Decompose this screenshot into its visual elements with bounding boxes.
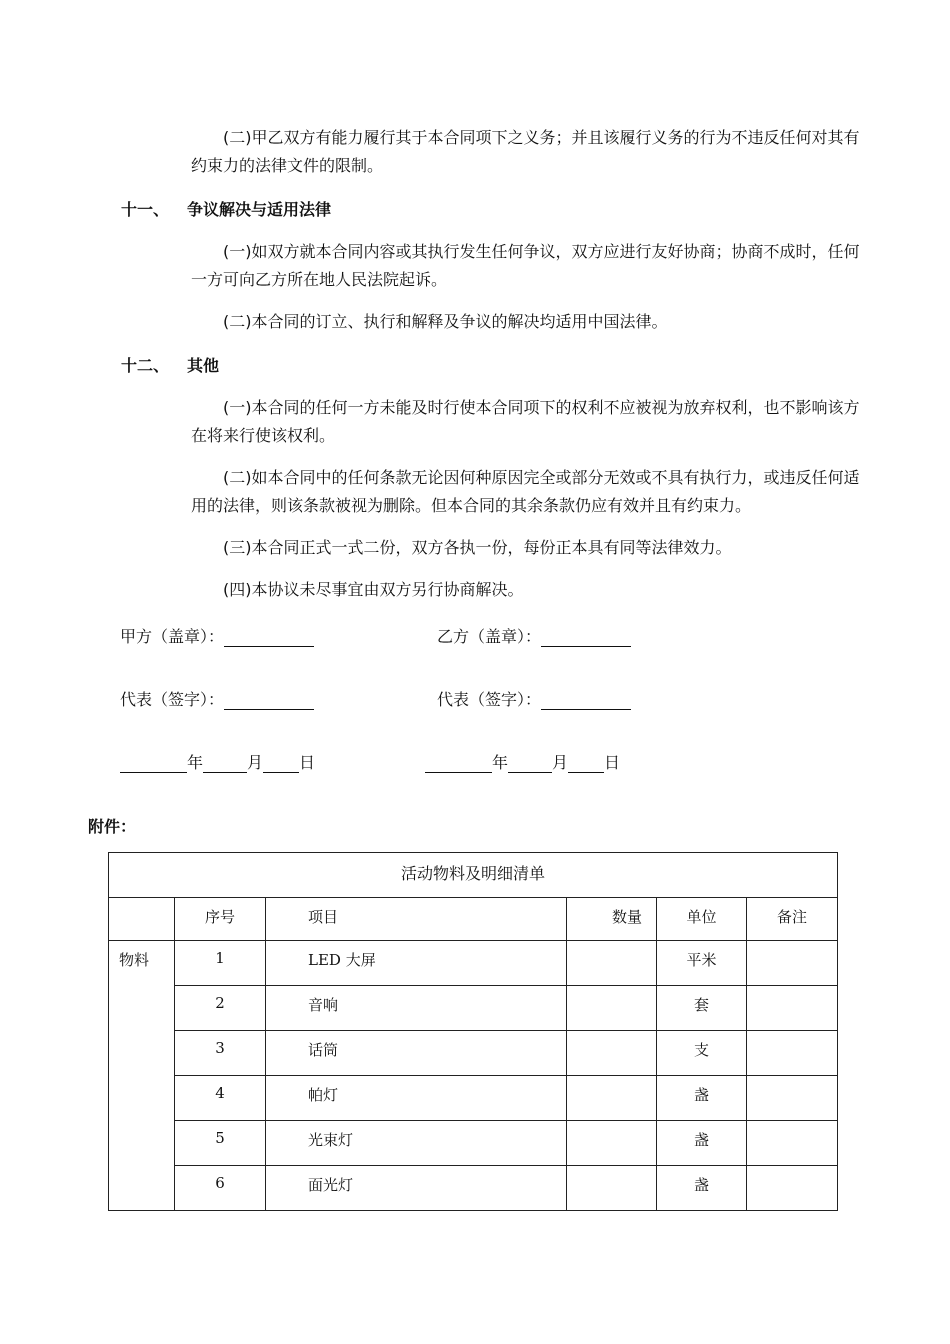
row-seq: 2 <box>175 986 266 1031</box>
date-a-month: 月 <box>247 753 264 772</box>
row-qty[interactable] <box>567 1121 657 1166</box>
rep-a-line[interactable] <box>224 691 314 710</box>
row-note[interactable] <box>747 1166 838 1211</box>
table-row <box>109 1076 838 1121</box>
row-qty[interactable] <box>567 941 657 986</box>
row-qty[interactable] <box>567 1031 657 1076</box>
row-note[interactable] <box>747 1031 838 1076</box>
date-a-year-line[interactable] <box>120 754 187 773</box>
table-row <box>109 941 838 986</box>
rep-b-line[interactable] <box>541 691 631 710</box>
date-b-month-line[interactable] <box>508 754 552 773</box>
clause-11-2: (二)本合同的订立、执行和解释及争议的解决均适用中国法律。 <box>223 312 668 331</box>
row-qty[interactable] <box>567 986 657 1031</box>
date-a-year: 年 <box>187 753 204 772</box>
row-unit: 平米 <box>657 941 747 986</box>
row-seq: 3 <box>175 1031 266 1076</box>
clause-11-1: (一)如双方就本合同内容或其执行发生任何争议，双方应进行友好协商；协商不成时，任何一方可向乙方所在地人民法院起诉。 <box>191 242 860 289</box>
table-row <box>109 986 838 1031</box>
section-11-heading <box>121 197 331 220</box>
table-header-row <box>109 898 838 941</box>
clause-12-3: (三)本合同正式一式二份，双方各执一份，每份正本具有同等法律效力。 <box>223 538 732 557</box>
table-row <box>109 1121 838 1166</box>
row-unit: 套 <box>657 986 747 1031</box>
row-item: 话筒 <box>266 1031 567 1076</box>
header-unit: 单位 <box>657 898 747 941</box>
row-note[interactable] <box>747 1121 838 1166</box>
row-seq: 4 <box>175 1076 266 1121</box>
row-unit: 盏 <box>657 1121 747 1166</box>
table-row <box>109 1031 838 1076</box>
date-a-month-line[interactable] <box>203 754 247 773</box>
section-12-heading <box>121 353 219 376</box>
row-item: 面光灯 <box>266 1166 567 1211</box>
rep-b-label: 代表（签字）： <box>437 690 542 709</box>
clause-12-4: (四)本协议未尽事宜由双方另行协商解决。 <box>223 580 524 599</box>
attachment-label: 附件： <box>88 817 137 836</box>
party-a-seal <box>120 624 314 647</box>
header-seq: 序号 <box>175 898 266 941</box>
row-unit: 盏 <box>657 1076 747 1121</box>
row-unit: 支 <box>657 1031 747 1076</box>
row-qty[interactable] <box>567 1076 657 1121</box>
header-item: 项目 <box>266 898 567 941</box>
header-empty <box>109 898 175 941</box>
party-b-seal-line[interactable] <box>541 628 631 647</box>
date-b-day: 日 <box>604 753 621 772</box>
date-b-year: 年 <box>492 753 509 772</box>
category-cell: 物料 <box>109 941 175 1211</box>
row-item: LED 大屏 <box>266 941 567 986</box>
rep-b <box>437 687 631 710</box>
row-seq: 1 <box>175 941 266 986</box>
header-note: 备注 <box>747 898 838 941</box>
date-a-day-line[interactable] <box>263 754 299 773</box>
section-12-number: 十二、 <box>121 356 170 375</box>
header-qty: 数量 <box>567 898 657 941</box>
row-item: 光束灯 <box>266 1121 567 1166</box>
clause-12-2: (二)如本合同中的任何条款无论因何种原因完全或部分无效或不具有执行力，或违反任何适用的法律，则该条款被视为删除。但本合同的其余条款仍应有效并且有约束力。 <box>191 468 860 515</box>
table-title: 活动物料及明细清单 <box>109 853 838 898</box>
date-b-year-line[interactable] <box>425 754 492 773</box>
row-note[interactable] <box>747 941 838 986</box>
party-b-seal-label: 乙方（盖章）： <box>437 627 542 646</box>
party-a-seal-label: 甲方（盖章）： <box>120 627 225 646</box>
date-b <box>425 750 620 773</box>
clause-12-1: (一)本合同的任何一方未能及时行使本合同项下的权利不应被视为放弃权利，也不影响该方在将来行使该权利。 <box>191 398 860 445</box>
clause-10-2: (二)甲乙双方有能力履行其于本合同项下之义务；并且该履行义务的行为不违反任何对其有约束力的法律文件的限制。 <box>191 128 860 175</box>
row-note[interactable] <box>747 986 838 1031</box>
date-b-month: 月 <box>552 753 569 772</box>
date-b-day-line[interactable] <box>568 754 604 773</box>
row-item: 帕灯 <box>266 1076 567 1121</box>
rep-a <box>120 687 314 710</box>
section-11-number: 十一、 <box>121 200 170 219</box>
section-11-title: 争议解决与适用法律 <box>187 200 332 219</box>
materials-table <box>108 852 838 1211</box>
row-item: 音响 <box>266 986 567 1031</box>
row-seq: 5 <box>175 1121 266 1166</box>
rep-a-label: 代表（签字）： <box>120 690 225 709</box>
row-seq: 6 <box>175 1166 266 1211</box>
row-unit: 盏 <box>657 1166 747 1211</box>
party-a-seal-line[interactable] <box>224 628 314 647</box>
row-qty[interactable] <box>567 1166 657 1211</box>
date-a-day: 日 <box>299 753 316 772</box>
party-b-seal <box>437 624 631 647</box>
row-note[interactable] <box>747 1076 838 1121</box>
date-a <box>120 750 315 773</box>
table-row <box>109 1166 838 1211</box>
section-12-title: 其他 <box>187 356 220 375</box>
